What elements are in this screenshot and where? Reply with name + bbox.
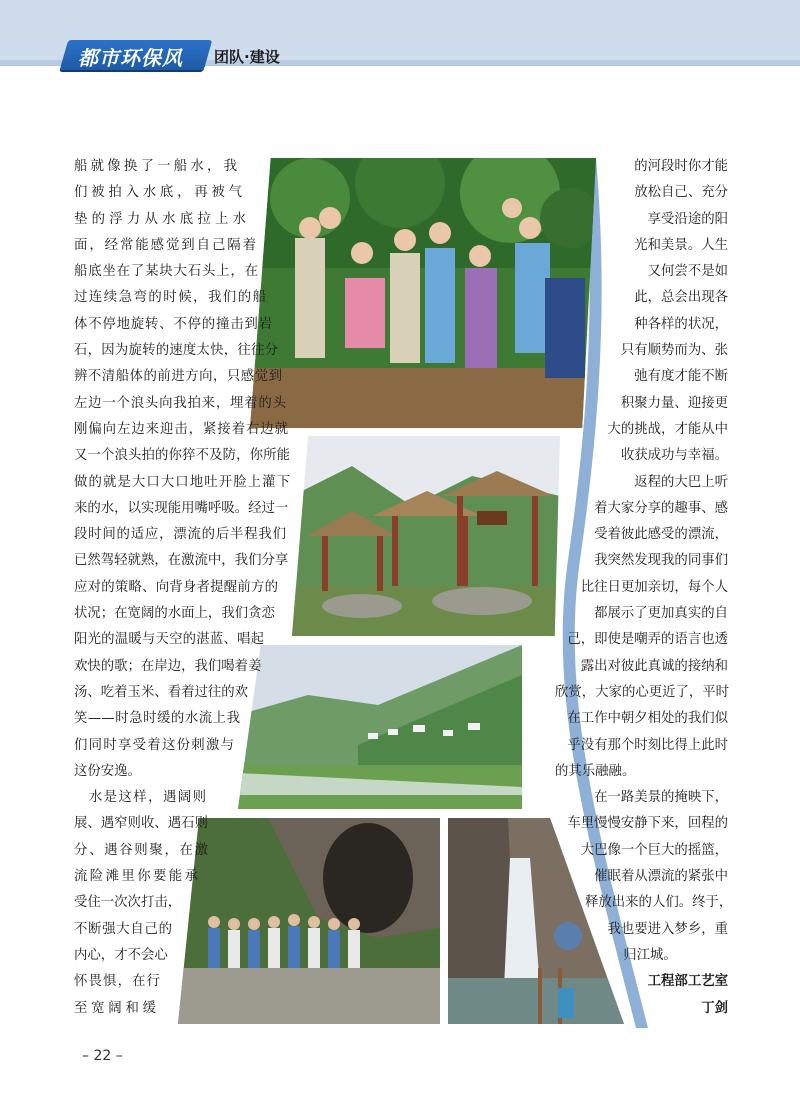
left-text-line: 们被拍入水底，再被气 [74, 185, 242, 201]
left-text-line: 过连续急弯的时候，我们的船 [74, 290, 266, 306]
left-text-line: 应对的策略、向背身者提醒前方的 [74, 579, 278, 595]
left-text-line: 不断强大自己的 [74, 921, 172, 937]
right-text-line: 欣赏，大家的心更近了，平时 [555, 684, 730, 700]
left-text-line: 面，经常能感觉到自己隔着 [74, 237, 256, 253]
right-text-line: 归江城。 [623, 947, 677, 963]
right-text-line: 露出对彼此真诚的接纳和 [580, 658, 728, 674]
left-text-line: 体不停地旋转、不停的撞击到岩 [74, 316, 272, 332]
right-text-line: 在一路美景的掩映下， [594, 790, 728, 806]
left-text-line: 这份安逸。 [74, 763, 141, 779]
right-text-line: 积聚力量、迎接更 [620, 395, 728, 411]
signature-department: 工程部工艺室 [647, 974, 728, 990]
left-text-line: 垫的浮力从水底拉上水 [74, 211, 246, 227]
left-text-line: 船底坐在了某块大石头上，在 [74, 264, 258, 280]
left-text-line: 刚偏向左边来迎击，紧接着右边就 [74, 421, 288, 437]
right-text-line: 释放出来的人们。终于， [585, 895, 733, 911]
right-text-line: 享受沿途的阳 [647, 211, 728, 227]
left-text-line: 至宽阔和缓 [74, 1000, 156, 1016]
right-text-line: 车里慢慢安静下来，回程的 [567, 816, 728, 832]
left-text-line: 阳光的温暖与天空的湛蓝、唱起 [74, 632, 264, 648]
right-text-line: 光和美景。人生 [634, 237, 728, 253]
left-text-line: 欢快的歌；在岸边，我们喝着姜 [74, 658, 262, 674]
right-text-column [0, 154, 800, 1022]
page-number: – 22 – [82, 1048, 123, 1064]
right-text-line: 大的挑战，才能从中 [607, 421, 728, 437]
left-text-line: 做的就是大口大口地吐开脸上灌下 [74, 474, 290, 490]
right-text-line: 弛有度才能不断 [634, 369, 728, 385]
right-text-line: 我突然发现我的同事们 [594, 553, 728, 569]
left-text-line: 受住一次次打击， [74, 895, 182, 911]
right-text-line: 收获成功与幸福。 [620, 448, 728, 464]
right-text-line: 我也要进入梦乡，重 [607, 921, 728, 937]
right-text-line: 又何尝不是如 [647, 264, 728, 280]
left-text-line: 流险滩里你要能承 [74, 869, 198, 885]
left-text-line: 状况；在宽阔的水面上，我们贪恋 [74, 606, 275, 622]
left-text-line: 汤、吃着玉米、看着过往的欢 [74, 684, 249, 700]
left-text-line: 们同时享受着这份刺激与 [74, 737, 234, 753]
right-text-line: 放松自己、充分 [634, 185, 728, 201]
left-text-line: 笑——时急时缓的水流上我 [74, 711, 240, 727]
left-text-line: 怀畏惧，在行 [74, 974, 160, 990]
left-text-line: 已然驾轻就熟，在激流中，我们分享 [74, 553, 289, 569]
left-text-line: 水是这样，遇阔则 [74, 790, 206, 806]
right-text-line: 的河段时你才能 [634, 159, 728, 174]
right-text-line: 大巴像一个巨大的摇篮， [580, 842, 728, 858]
left-text-line: 分、遇谷则聚，在激 [74, 842, 208, 858]
right-text-line: 都展示了更加真实的自 [594, 606, 728, 622]
left-text-line: 内心，才不会心 [74, 947, 168, 963]
right-text-line: 催眠着从漂流的紧张中 [594, 869, 728, 885]
section-title: 团队·建设 [214, 48, 280, 66]
left-text-line: 展、遇窄则收、遇石则 [74, 816, 208, 832]
right-text-line: 种各样的状况， [634, 316, 728, 332]
right-text-line: 比往日更加亲切，每个人 [580, 579, 728, 595]
magazine-logo-text: 都市环保风 [78, 46, 183, 70]
right-text-line: 乎没有那个时刻比得上此时 [567, 737, 728, 753]
left-text-line: 石，因为旋转的速度太快，往往分 [74, 343, 278, 359]
right-text-line: 着大家分享的趣事、感 [594, 500, 728, 516]
left-text-line: 左边一个浪头向我拍来，埋着的头 [74, 395, 286, 411]
left-text-line: 来的水，以实现能用嘴呼吸。经过一 [74, 500, 289, 516]
right-text-line: 己，即使是嘲弄的语言也透 [567, 632, 728, 648]
left-text-line: 辨不清船体的前进方向，只感觉到 [74, 369, 282, 385]
left-text-line: 段时间的适应，漂流的后半程我们 [74, 527, 286, 543]
left-text-line: 又一个浪头拍的你猝不及防，你所能 [74, 448, 290, 464]
right-text-line: 此，总会出现各 [634, 290, 728, 306]
right-text-line: 返程的大巴上听 [634, 474, 728, 490]
right-text-line: 只有顺势而为、张 [620, 343, 728, 359]
right-text-line: 的其乐融融。 [555, 763, 636, 779]
left-text-line: 船就像换了一船水，我 [74, 159, 237, 174]
signature-author: 丁剑 [701, 1000, 728, 1016]
right-text-line: 受着彼此感受的漂流， [594, 527, 728, 543]
right-text-line: 在工作中朝夕相处的我们似 [567, 711, 728, 727]
